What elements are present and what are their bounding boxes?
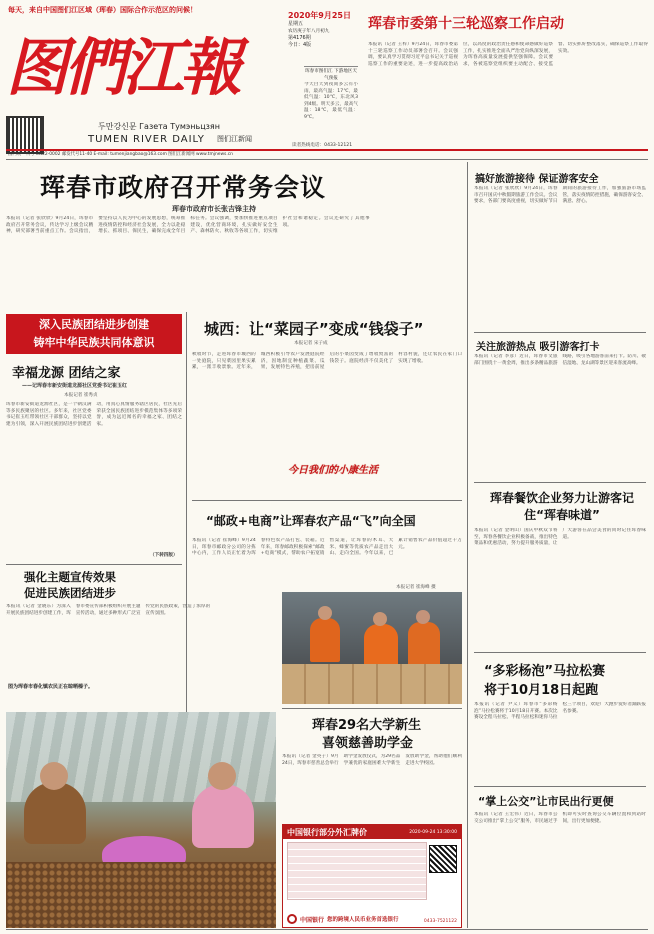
marathon-headline-2: 将于10月18日起跑 [484,683,599,698]
qr-code-icon [429,845,457,873]
issue-edition: 今日：4版 [288,42,312,48]
marathon-headline-1: “多彩杨泡”马拉松赛 [484,664,606,679]
lead-headline: 珲春市政府召开常务会议 [40,173,327,202]
tourism-text: 本报讯（记者 张欣欣）9月24日，珲春市召开国庆中秋假期旅游工作会议。会议要求，各部门要高度重视，切实做好节日期间的旅游接待工作，加强旅游市场监管，落实疫情防控措施，确保游客安全、满意、舒心。 [474,186,646,205]
issue-number: 第4176期 [288,35,311,41]
red-banner-line1: 深入民族团结进步创建 [39,318,149,331]
hotspot-text: 本报讯（记者 李彦）近日，珲春市文旅部门围绕十一黄金周，推出多条精品旅游线路，吸引各地游客前来打卡。防川、敬信湿地、龙山湖等景区迎来客流高峰。 [474,354,646,366]
red-banner-line2: 铸牢中华民族共同体意识 [33,336,155,349]
issue-date: 2020年9月25日 [288,11,351,20]
ems-photo [282,592,462,704]
weather-box [304,66,358,146]
catering-text: 本报讯（记者 金明山）国庆中秋双节将至，珲春各餐饮企业积极备战，推出特色菜品和优惠活动，努力提升服务质量，让广大游客在品尝美食的同时记住珲春味道。 [474,528,646,547]
issue-lunar: 农历庚子年八月初九 [288,29,330,34]
family-subhead: ——记珲春市新安街道龙源社区党委书记崔玉红 [22,383,128,389]
ems-headline: “邮政+电商”让珲春农产品“飞”向全国 [206,514,416,528]
lead-text: 本报讯（记者 张欣欣）9月24日，珲春市政府召开常务会议，传达学习上级会议精神，研究部署当前重点工作。会议指出，要坚持以人民为中心的发展思想，统筹推进疫情防控和经济社会发展，全力以赴稳增长、抓项目、保民生，确保完成全年目标任务。会议强调，要加快推进重点项目建设，优化营商环境，扎实做好安全生产、森林防火、秋收等各项工作，切实维护社会和谐稳定。会议还研究了其他事项。 [6,216,370,235]
catering-headline: 珲春餐饮企业努力让游客记住“珲春味道” [489,491,634,522]
bus-text: 本报讯（记者 王宏伟）近日，珲春市公交公司推出“掌上公交”服务，市民通过手机即可实时查询公交车辆位置和到站时间，出行更加便捷。 [474,812,646,824]
ems-text: 本报讯（记者 崔海峰）9月24日，珲春市邮政分公司的分拣中心内，工作人员正忙着为珲春特色农产品打包、装箱。近年来，珲春邮政积极探索“邮政+电商”模式，帮助农户拓宽销售渠道，让珲春的木耳、大米、蜂蜜等优质农产品走出大山、走向全国。今年以来，已累计销售农产品价值超过千万元。 [192,538,462,557]
masthead-title: 图們江報 [6,31,239,104]
weather-text: 今天白天到夜间多云有小雨，最高气温：17℃，最低气温：10℃，东北风3到4级。明天多云，最高气温：18℃，最低气温：9℃。 [304,82,358,120]
photo-caption: 图为珲春市春化镇农民正在晾晒榛子。 [8,684,94,690]
lead-subhead: 珲春市政府市长张吉锋主持 [172,205,256,213]
reader-hotline: 读者热线电话：0433-12121 [292,143,353,148]
family-headline: 幸福龙源 团结之家 [12,366,121,381]
bus-headline: “掌上公交”让市民出行更便 [478,795,614,808]
top-story-text: 本报讯（记者 王梓）9月24日，珲春市委第十三轮巡察工作动员部署会召开。会议强调，要认真学习贯彻习近平总书记关于巡视巡察工作的重要论述，进一步提高政治站位，以高度的政治责任感和使命感做好巡察工作，扎实推进全面从严治党向纵深发展，为珲春高质量发展提供坚强保障。会议要求，各被巡察党组织要主动配合、接受监督、切实抓好整改落实，确保巡察工作取得实效。 [368,42,648,67]
boc-slogan: 您的跨境人民币业务首选银行 [327,917,399,923]
boc-bank-name: 中国银行 [300,916,325,924]
publicity-headline-1: 强化主题宣传效果 [24,570,116,584]
students-headline-2: 喜领慈善助学金 [322,736,414,751]
masthead-english-name: TUMEN RIVER DAILY [88,134,205,145]
boc-logo-icon [287,914,297,924]
boc-ad-date: 2020-09-24 13:30:00 [409,829,457,835]
students-headline-1: 珲春29名大学新生 [312,718,422,733]
ems-byline: 本报记者 崔海峰 摄 [396,585,436,590]
red-banner [6,314,182,354]
masthead-foreign-names: 두만강신문 Газета Тумэньцзян [98,122,220,131]
weather-title: 珲春市图们江 下游地区天气预报 [305,69,357,81]
hotspot-headline: 关注旅游热点 吸引游客打卡 [476,342,600,353]
publicity-headline-2: 促进民族团结进步 [24,586,116,600]
boc-rate-table [287,842,427,900]
citywest-byline: 本报记者 宋子成 [294,341,328,346]
students-text: 本报讯（记者 金英子）9月24日，珲春市慈善总会举行助学金发放仪式，为29名品学兼优的家庭困难大学新生发放助学金，帮助他们顺利走进大学校园。 [282,754,462,766]
family-text: 珲春市新安街道龙源社区，是一个朝汉满等多民族聚居的社区。多年来，社区党委书记崔玉红带领社区干部群众，坚持以党建为引领，深入开展民族团结进步创建活动，用真心真情服务辖区居民，社区先后荣获全国民族团结进步模范集体等多项荣誉，成为远近闻名的幸福之家、团结之家。 [6,402,182,427]
masthead-slogan: 每天，来自中国图们江区域（珲春）国际合作示范区的问候！ [8,6,197,14]
masthead-chinese-small: 图们江新闻 [217,135,252,143]
xiaokang-banner: 今日我们的小康生活 [288,465,378,476]
boc-ad-title: 中国银行部分外汇牌价 [287,827,367,837]
citywest-text: 秋收时节，走进珲春市城西的一处庭院，只见菜园里果实累累，一派丰收景象。近年来，城西积极引导农户发展庭院经济，因地制宜种植蔬菜、瓜果，发展特色养殖，把房前屋后的小菜园变成了增收致富的钱袋子。庭院经济不仅美化了村容村貌，还让农民在家门口实现了增收。 [192,352,462,371]
masthead-info-line: 国内统一刊号 CN22-0002 邮发代号11-40 E-mail: tumenjiangbao@163.com 图们江新闻网 www.tmjnews.cn [8,152,233,157]
publicity-text: 本报讯（记者 金晓东）为深入开展民族团结进步创建工作，珲春市委宣传部积极组织开展主题宣传活动，通过多种形式广泛宣传党的民族政策，营造了浓厚的宣传氛围。 [6,604,211,616]
boc-ad [282,824,462,928]
citywest-headline: 城西：让“菜园子”变成“钱袋子” [204,320,424,338]
tourism-headline: 搞好旅游接待 保证游客安全 [475,174,599,185]
family-continued: （下转四版） [150,553,178,558]
farmer-photo [6,712,276,928]
boc-phone: 0433-7521122 [423,919,457,924]
top-story-headline: 珲春市委第十三轮巡察工作启动 [368,16,564,32]
family-byline: 本报记者 崔秀贞 [64,393,98,398]
date-box [288,10,352,65]
marathon-text: 本报讯（记者 尹义）珲春市“多彩杨泡”马拉松赛将于10月18日开赛。本次比赛设全程马拉松、半程马拉松和迷你马拉松三个项目，欢迎广大跑步爱好者踊跃报名参赛。 [474,702,646,721]
issue-weekday: 星期五 [288,21,304,27]
